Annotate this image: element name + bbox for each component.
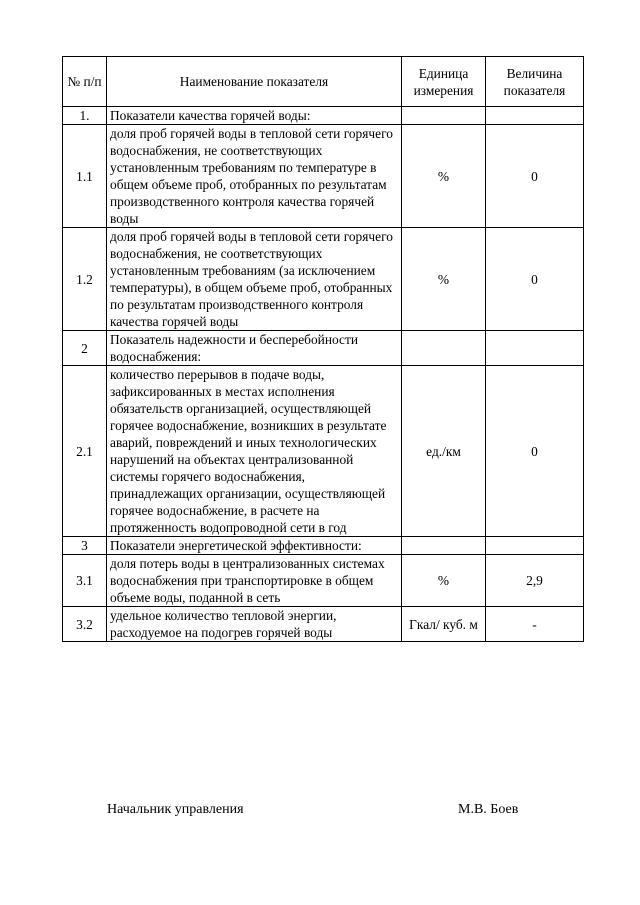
table-row — [63, 107, 584, 125]
table-row — [63, 607, 584, 642]
table-row — [63, 331, 584, 366]
row-value: 0 — [486, 125, 584, 228]
table-header-row — [63, 57, 584, 107]
row-value: 0 — [486, 366, 584, 537]
row-name: доля проб горячей воды в тепловой сети горячего водоснабжения, не соответствующих установленным требованиям (за исключением температуры), в общем объеме проб, отобранных по результатам производственного контроля качества горячей воды — [107, 228, 402, 331]
row-value — [486, 331, 584, 366]
row-num: 2 — [63, 331, 107, 366]
indicators-table — [62, 56, 584, 642]
row-name: доля проб горячей воды в тепловой сети горячего водоснабжения, не соответствующих установленным требованиям по температуре в общем объеме проб, отобранных по результатам производственного контроля качества горячей воды — [107, 125, 402, 228]
table-row — [63, 125, 584, 228]
row-name: Показатели энергетической эффективности: — [107, 537, 402, 555]
row-num: 1.2 — [63, 228, 107, 331]
row-value: 2,9 — [486, 555, 584, 607]
row-num: 3 — [63, 537, 107, 555]
row-unit: % — [402, 228, 486, 331]
row-unit: % — [402, 555, 486, 607]
table-row — [63, 537, 584, 555]
table-row — [63, 555, 584, 607]
row-unit: Гкал/ куб. м — [402, 607, 486, 642]
signature-position: Начальник управления — [107, 802, 244, 817]
row-num: 3.1 — [63, 555, 107, 607]
row-unit — [402, 537, 486, 555]
row-unit: ед./км — [402, 366, 486, 537]
signature-name: М.В. Боев — [458, 802, 519, 817]
table-row — [63, 366, 584, 537]
row-name: доля потерь воды в централизованных системах водоснабжения при транспортировке в общем объеме воды, поданной в сеть — [107, 555, 402, 607]
header-name: Наименование показателя — [107, 57, 402, 107]
row-num: 1. — [63, 107, 107, 125]
row-name: Показатели качества горячей воды: — [107, 107, 402, 125]
row-num: 3.2 — [63, 607, 107, 642]
row-unit — [402, 107, 486, 125]
row-name: Показатель надежности и бесперебойности водоснабжения: — [107, 331, 402, 366]
row-value: - — [486, 607, 584, 642]
row-name: удельное количество тепловой энергии, расходуемое на подогрев горячей воды — [107, 607, 402, 642]
row-value — [486, 537, 584, 555]
header-unit: Единица измерения — [402, 57, 486, 107]
row-value — [486, 107, 584, 125]
row-value: 0 — [486, 228, 584, 331]
row-num: 1.1 — [63, 125, 107, 228]
row-num: 2.1 — [63, 366, 107, 537]
header-num: № п/п — [63, 57, 107, 107]
header-value: Величина показателя — [486, 57, 584, 107]
row-unit: % — [402, 125, 486, 228]
row-unit — [402, 331, 486, 366]
table-row — [63, 228, 584, 331]
row-name: количество перерывов в подаче воды, зафиксированных в местах исполнения обязательств организацией, осуществляющей горячее водоснабжение, возникших в результате аварий, повреждений и иных технологических нарушений на объектах централизованной системы горячего водоснабжения, принадлежащих организации, осуществляющей горячее водоснабжение, в расчете на протяженность водопроводной сети в год — [107, 366, 402, 537]
